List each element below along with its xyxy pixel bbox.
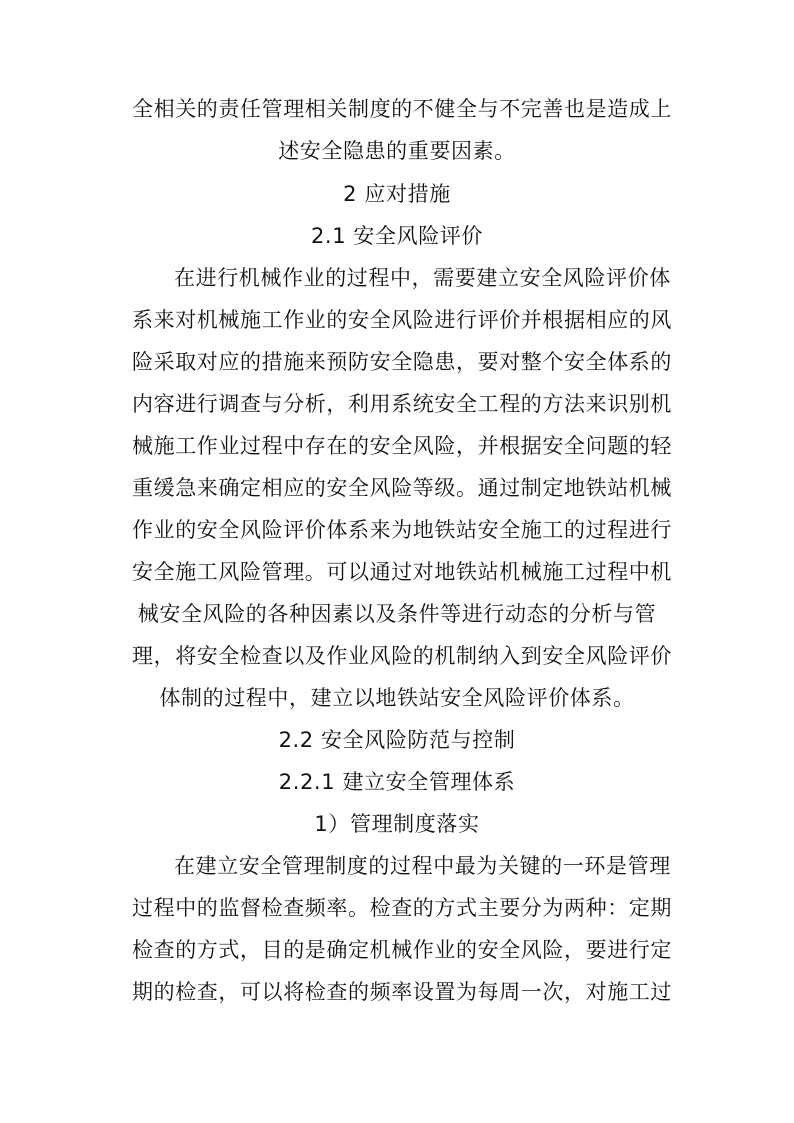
paragraph-line: 述安全隐患的重要因素。 — [278, 139, 516, 163]
paragraph-line: 体制的过程中，建立以地铁站安全风险评价体系。 — [159, 686, 635, 710]
paragraph-line: 械施工作业过程中存在的安全风险，并根据安全问题的轻 — [132, 434, 672, 458]
paragraph-line: 全相关的责任管理相关制度的不健全与不完善也是造成上 — [132, 97, 672, 121]
subsubsection-heading: 2.2.1 建立安全管理体系 — [278, 770, 516, 794]
paragraph-line: 安全施工风险管理。可以通过对地铁站机械施工过程中机 — [132, 560, 672, 584]
subsection-heading: 2.1 安全风险评价 — [310, 224, 484, 248]
paragraph-line: 内容进行调查与分析，利用系统安全工程的方法来识别机 — [132, 392, 672, 416]
subsection-heading: 2.2 安全风险防范与控制 — [278, 728, 516, 752]
section-heading: 2 应对措施 — [343, 182, 451, 206]
paragraph-line: 过程中的监督检查频率。检查的方式主要分为两种：定期 — [132, 896, 672, 920]
paragraph-line: 理，将安全检查以及作业风险的机制纳入到安全风险评价 — [132, 644, 672, 668]
paragraph-line: 系来对机械施工作业的安全风险进行评价并根据相应的风 — [132, 308, 672, 332]
paragraph-line: 在进行机械作业的过程中，需要建立安全风险评价体 — [174, 266, 671, 290]
paragraph-line: 期的检查，可以将检查的频率设置为每周一次，对施工过 — [132, 980, 672, 1004]
paragraph-line: 械安全风险的各种因素以及条件等进行动态的分析与管 — [137, 602, 657, 626]
paragraph-line: 检查的方式，目的是确定机械作业的安全风险，要进行定 — [132, 938, 672, 962]
item-heading: 1）管理制度落实 — [314, 812, 480, 836]
paragraph-line: 在建立安全管理制度的过程中最为关键的一环是管理 — [174, 854, 671, 878]
paragraph-line: 作业的安全风险评价体系来为地铁站安全施工的过程进行 — [132, 518, 672, 542]
paragraph-line: 重缓急来确定相应的安全风险等级。通过制定地铁站机械 — [132, 476, 672, 500]
paragraph-line: 险采取对应的措施来预防安全隐患，要对整个安全体系的 — [132, 350, 672, 374]
